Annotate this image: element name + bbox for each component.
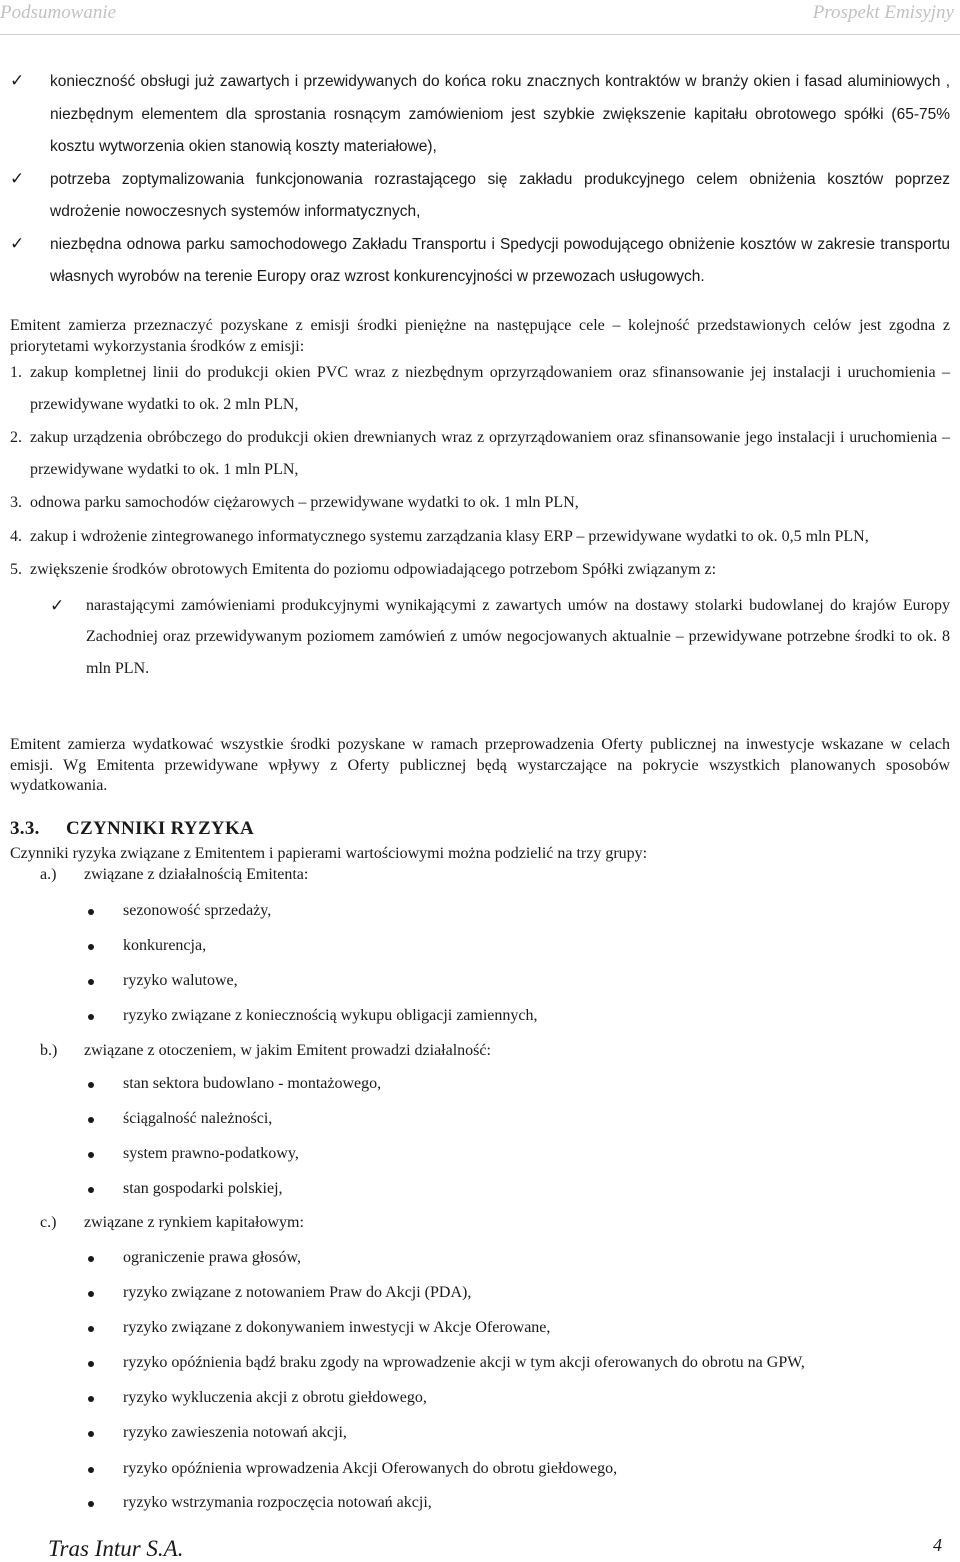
risk-item-text: ryzyko związane z koniecznością wykupu obligacji zamiennych, [123,1007,538,1024]
intro-item [10,229,950,294]
uses-list [10,357,950,684]
use-item-number: 4. [10,527,22,545]
risk-item-text: ściągalność należności, [123,1110,273,1127]
bullet-icon [88,979,94,985]
risk-item-text: ryzyko zawieszenia notowań akcji, [123,1424,347,1441]
use-item [10,521,950,553]
section-heading [10,818,254,840]
footer-company-name: Tras Intur S.A. [48,1536,184,1561]
risk-group-title [40,1042,491,1060]
bullet-icon [88,1501,94,1507]
risk-item-text: ryzyko opóźnienia wprowadzenia Akcji Oferowanych do obrotu giełdowego, [123,1460,618,1477]
intro-item [10,66,950,164]
use-item-text: zakup kompletnej linii do produkcji okien PVC wraz z niezbędnym oprzyrządowaniem oraz sfinansowanie jej instalacji i uruchomienia – przewidywane wydatki to ok. 2 mln PLN, [30,364,950,413]
risk-group-letter: a.) [40,866,57,883]
use-item [10,422,950,485]
intro-item-text: niezbędna odnowa parku samochodowego Zakładu Transportu i Spedycji powodującego obniżenie kosztów w zakresie transportu własnych wyrobów na terenie Europy oraz wzrost konkurencyjności w przewozach usługowych. [50,235,950,285]
risk-item-text: ograniczenie prawa głosów, [123,1249,301,1266]
footer-page-number: 4 [933,1535,942,1555]
risk-item-text: konkurencja, [123,937,207,954]
bullet-icon [88,1082,94,1088]
risk-intro: Czynniki ryzyka związane z Emitentem i papierami wartościowymi można podzielić na trzy grupy: [10,845,648,862]
section-title: CZYNNIKI RYZYKA [66,818,255,839]
risk-item-text: stan gospodarki polskiej, [123,1180,283,1197]
bullet-icon [88,1187,94,1193]
bullet-icon [88,909,94,915]
intro-item [10,164,950,229]
bullet-icon [88,1014,94,1020]
bullet-icon [88,1326,94,1332]
bullet-icon [88,1152,94,1158]
uses-intro-paragraph: Emitent zamierza przeznaczyć pozyskane z emisji środki pieniężne na następujące cele – kolejność przedstawionych celów jest zgodna z priorytetami wykorzystania środków z emisji: [10,317,950,355]
risk-group-letter: c.) [40,1214,57,1231]
header-section-title: Podsumowanie [0,2,117,23]
risk-group-label: związane z działalnością Emitenta: [84,866,309,883]
use-item [10,357,950,420]
header-document-title: Prospekt Emisyjny [812,2,954,23]
risk-group-label: związane z otoczeniem, w jakim Emitent prowadzi działalność: [84,1042,491,1059]
use-item-5-subpoint [10,590,950,685]
use-item [10,554,950,586]
bullet-icon [88,1396,94,1402]
use-item [10,487,950,519]
bullet-icon [88,1256,94,1262]
bullet-icon [88,1431,94,1437]
bullet-icon [88,1467,94,1473]
risk-group-title [40,866,308,884]
risk-group-title [40,1214,304,1232]
use-item-number: 1. [10,364,22,381]
bullet-icon [88,1361,94,1367]
header-divider [0,34,960,35]
intro-checklist [10,66,950,294]
risk-item-text: ryzyko związane z dokonywaniem inwestycji w Akcje Oferowane, [123,1319,551,1336]
section-number: 3.3. [10,818,40,839]
use-item-number: 2. [10,429,22,446]
risk-item-text: ryzyko walutowe, [123,972,238,989]
bullet-icon [88,1117,94,1123]
risk-item-text: system prawno-podatkowy, [123,1145,299,1162]
risk-item-text: ryzyko wstrzymania rozpoczęcia notowań akcji, [123,1494,432,1511]
checkmark-icon: ✓ [10,71,25,91]
risk-item-text: ryzyko związane z notowaniem Praw do Akcji (PDA), [123,1284,472,1301]
risk-group-label: związane z rynkiem kapitałowym: [84,1214,304,1231]
risk-item-text: stan sektora budowlano - montażowego, [123,1075,382,1092]
risk-item-text: ryzyko wykluczenia akcji z obrotu giełdowego, [123,1389,427,1406]
risk-item-text: sezonowość sprzedaży, [123,902,272,919]
use-item-number: 3. [10,494,22,511]
checkmark-icon: ✓ [10,168,25,189]
intro-item-text: konieczność obsługi już zawartych i przewidywanych do końca roku znacznych kontraktów w branży okien i fasad aluminiowych , niezbędnym elementem dla sprostania rosnącym zamówieniom jest szybkie zwiększenie kapitału obrotowego spółki (65-75% kosztu wytworzenia okien stanowią koszty materiałowe), [50,73,950,155]
use-item-number: 5. [10,561,22,578]
bullet-icon [88,1291,94,1297]
checkmark-icon: ✓ [50,595,65,616]
use-item-text: zwiększenie środków obrotowych Emitenta do poziomu odpowiadającego potrzebom Spółki związanym z: [30,561,717,578]
risk-item-text: ryzyko opóźnienia bądź braku zgody na wprowadzenie akcji w tym akcji oferowanych do obrotu na GPW, [123,1354,805,1371]
use-item-text: zakup i wdrożenie zintegrowanego informatycznego systemu zarządzania klasy ERP – przewidywane wydatki to ok. 0,5 mln PLN, [30,527,869,545]
checkmark-icon: ✓ [10,233,25,254]
spending-paragraph: Emitent zamierza wydatkować wszystkie środki pozyskane w ramach przeprowadzenia Oferty publicznej na inwestycje wskazane w celach emisji. Wg Emitenta przewidywane wpływy z Oferty publicznej będą wystarczające na pokrycie wszystkich planowanych sposobów wydatkowania. [10,736,950,794]
bullet-icon [88,944,94,950]
use-item-text: zakup urządzenia obróbczego do produkcji okien drewnianych wraz z oprzyrządowaniem oraz sfinansowanie jego instalacji i uruchomienia – przewidywane wydatki to ok. 1 mln PLN, [30,429,950,478]
risk-group-letter: b.) [40,1042,58,1059]
use-item-text: odnowa parku samochodów ciężarowych – przewidywane wydatki to ok. 1 mln PLN, [30,494,579,511]
intro-item-text: potrzeba zoptymalizowania funkcjonowania rozrastającego się zakładu produkcyjnego celem obniżenia kosztów poprzez wdrożenie nowoczesnych systemów informatycznych, [50,170,950,220]
use-item-5-subpoint-text: narastającymi zamówieniami produkcyjnymi wynikającymi z zawartych umów na dostawy stolarki budowlanej do krajów Europy Zachodniej oraz przewidywanym poziomem zamówień z umów negocjowanych aktualnie – przewidywane potrzebne środki to ok. 8 mln PLN. [86,596,950,677]
